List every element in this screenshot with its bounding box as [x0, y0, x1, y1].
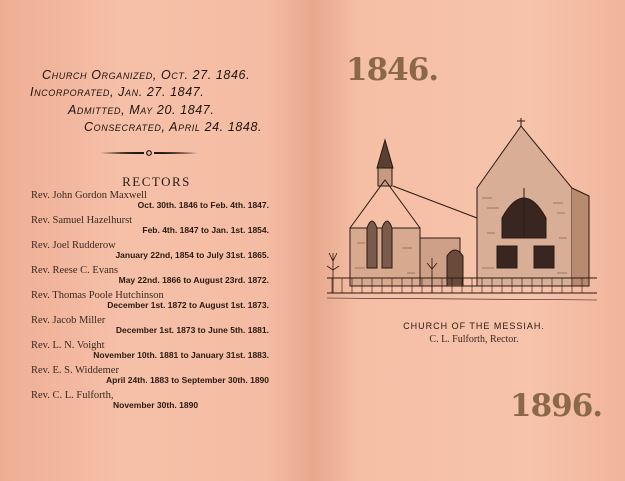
rector-name: Rev. Samuel Hazelhurst: [31, 215, 133, 226]
rector-entry: [31, 365, 269, 385]
history-line-admitted: Admitted, May 20. 1847.: [68, 103, 215, 117]
rector-dates: December 1st. 1872 to August 1st. 1873.: [107, 300, 269, 310]
rector-entry: [31, 215, 269, 235]
rector-name: Rev. Thomas Poole Hutchinson: [31, 290, 164, 301]
rector-entry: [31, 240, 269, 260]
ornament-divider: [100, 149, 198, 157]
rector-name: Rev. Reese C. Evans: [31, 265, 119, 276]
rector-dates: May 22nd. 1866 to August 23rd. 1872.: [118, 275, 269, 285]
rector-entry: [31, 390, 269, 410]
history-line-incorporated: Incorporated, Jan. 27. 1847.: [30, 85, 205, 99]
rector-dates: November 10th. 1881 to January 31st. 1883.: [93, 350, 269, 360]
history-line-organized: Church Organized, Oct. 27. 1846.: [42, 68, 251, 82]
rector-entry: [31, 190, 269, 210]
rector-name: Rev. C. L. Fulforth,: [31, 390, 114, 401]
church-illustration: [327, 118, 601, 308]
rector-dates: Feb. 4th. 1847 to Jan. 1st. 1854.: [142, 225, 269, 235]
history-line-consecrated: Consecrated, April 24. 1848.: [84, 120, 263, 134]
church-caption: CHURCH OF THE MESSIAH.: [403, 321, 545, 331]
rector-name: Rev. E. S. Widdemer: [31, 365, 119, 376]
right-page: [313, 0, 625, 481]
rector-dates: April 24th. 1883 to September 30th. 1890: [106, 375, 269, 385]
rector-dates: November 30th. 1890: [113, 400, 199, 410]
rector-entry: [31, 265, 269, 285]
rector-entry: [31, 290, 269, 310]
rector-name: Rev. John Gordon Maxwell: [31, 190, 147, 201]
rector-entry: [31, 315, 269, 335]
rector-name: Rev. Jacob Miller: [31, 315, 106, 326]
rector-dates: December 1st. 1873 to June 5th. 1881.: [115, 325, 269, 335]
rector-dates: Oct. 30th. 1846 to Feb. 4th. 1847.: [137, 200, 269, 210]
rector-dates: January 22nd, 1854 to July 31st. 1865.: [115, 250, 269, 260]
rector-name: Rev. Joel Rudderow: [31, 240, 116, 251]
rector-caption: C. L. Fulforth, Rector.: [429, 334, 519, 345]
rector-entry: [31, 340, 269, 360]
rectors-heading: RECTORS: [122, 174, 191, 189]
rector-name: Rev. L. N. Voight: [31, 340, 105, 351]
year-start: 1846.: [346, 52, 439, 88]
year-end: 1896.: [510, 388, 603, 424]
